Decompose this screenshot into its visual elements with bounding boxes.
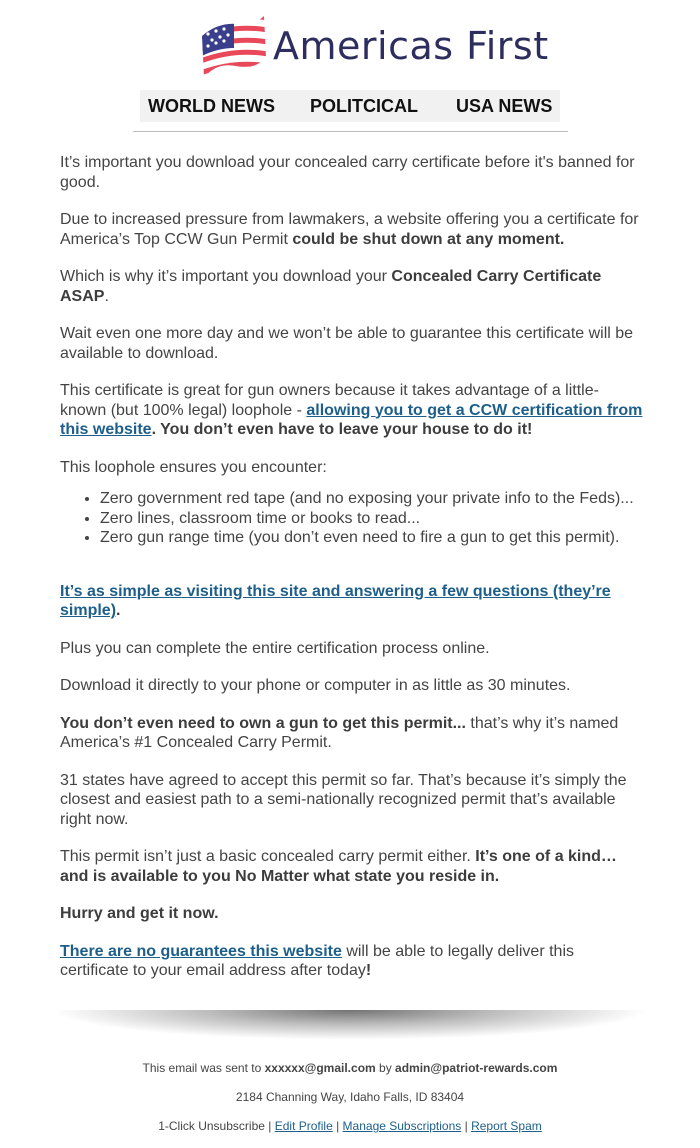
paragraph: Hurry and get it now. — [60, 905, 219, 922]
american-flag-logo-icon — [198, 14, 268, 84]
nav-political[interactable]: POLITCICAL — [310, 96, 418, 116]
paragraph: This certificate is great for gun owners because it takes advantage of a little-known (but 100% legal) loophole - allowing you to get a CCW certification from this website. You don’t even have to leave your house to do it! — [60, 382, 643, 438]
paragraph: Wait even one more day and we won’t be able to guarantee this certificate will be available to download. — [60, 325, 634, 362]
sent-to-line: This email was sent to xxxxxx@gmail.com by admin@patriot-rewards.com — [142, 1061, 558, 1075]
header-divider — [133, 131, 568, 132]
manage-subscriptions-link[interactable]: Manage Subscriptions — [342, 1119, 462, 1133]
report-spam-link[interactable]: Report Spam — [471, 1119, 542, 1133]
loophole-list — [60, 489, 645, 548]
paragraph: This loophole ensures you encounter: — [60, 458, 327, 476]
paragraph: Download it directly to your phone or computer in as little as 30 minutes. — [60, 677, 571, 694]
ccw-certification-link[interactable]: allowing you to get a CCW certification from this website — [60, 401, 643, 438]
paragraph: It’s important you download your concealed carry certificate before it's banned for good. — [60, 154, 635, 191]
paragraph: This permit isn’t just a basic concealed carry permit either. It’s one of a kind… and is available to you No Matter what state you reside in. — [60, 848, 617, 885]
paragraph: Due to increased pressure from lawmakers, a website offering you a certificate for America’s Top CCW Gun Permit could be shut down at any moment. — [60, 211, 639, 248]
paragraph: 31 states have agreed to accept this permit so far. That’s because it’s simply the closest and easiest path to a semi-nationally recognized permit that’s available right now. — [60, 771, 627, 828]
unsubscribe-text: 1-Click Unsubscribe — [158, 1119, 265, 1133]
list-item: • Zero lines, classroom time or books to read... — [100, 509, 645, 529]
no-guarantees-link[interactable]: There are no guarantees this website — [60, 942, 342, 960]
top-nav — [140, 90, 560, 122]
email-body — [60, 153, 645, 999]
visit-site-link[interactable]: It’s as simple as visiting this site and answering a few questions (they’re simple) — [60, 582, 611, 619]
mailing-address: 2184 Channing Way, Idaho Falls, ID 83404 — [235, 1090, 465, 1104]
paragraph: Which is why it’s important you download your Concealed Carry Certificate ASAP. — [60, 268, 602, 305]
nav-usa-news[interactable]: USA NEWS — [456, 96, 553, 116]
paragraph: You don’t even need to own a gun to get this permit... that’s why it’s named America’s #1 Concealed Carry Permit. — [60, 714, 619, 751]
nav-world-news[interactable]: WORLD NEWS — [148, 96, 275, 116]
paragraph: There are no guarantees this website will be able to legally deliver this certificate to your email address after today! — [60, 942, 574, 979]
divider-shadow — [50, 1010, 650, 1040]
paragraph: It’s as simple as visiting this site and answering a few questions (they’re simple). — [60, 582, 611, 619]
email-footer — [0, 1060, 700, 1147]
list-item: • Zero gun range time (you don’t even need to fire a gun to get this permit). — [100, 528, 645, 548]
footer-links: 1-Click Unsubscribe | Edit Profile | Manage Subscriptions | Report Spam — [158, 1119, 542, 1133]
email-header — [0, 0, 700, 140]
brand-name: Americas First — [273, 24, 549, 68]
paragraph: Plus you can complete the entire certification process online. — [60, 639, 490, 657]
list-item: • Zero government red tape (and no exposing your private info to the Feds)... — [100, 489, 645, 509]
edit-profile-link[interactable]: Edit Profile — [274, 1119, 333, 1133]
